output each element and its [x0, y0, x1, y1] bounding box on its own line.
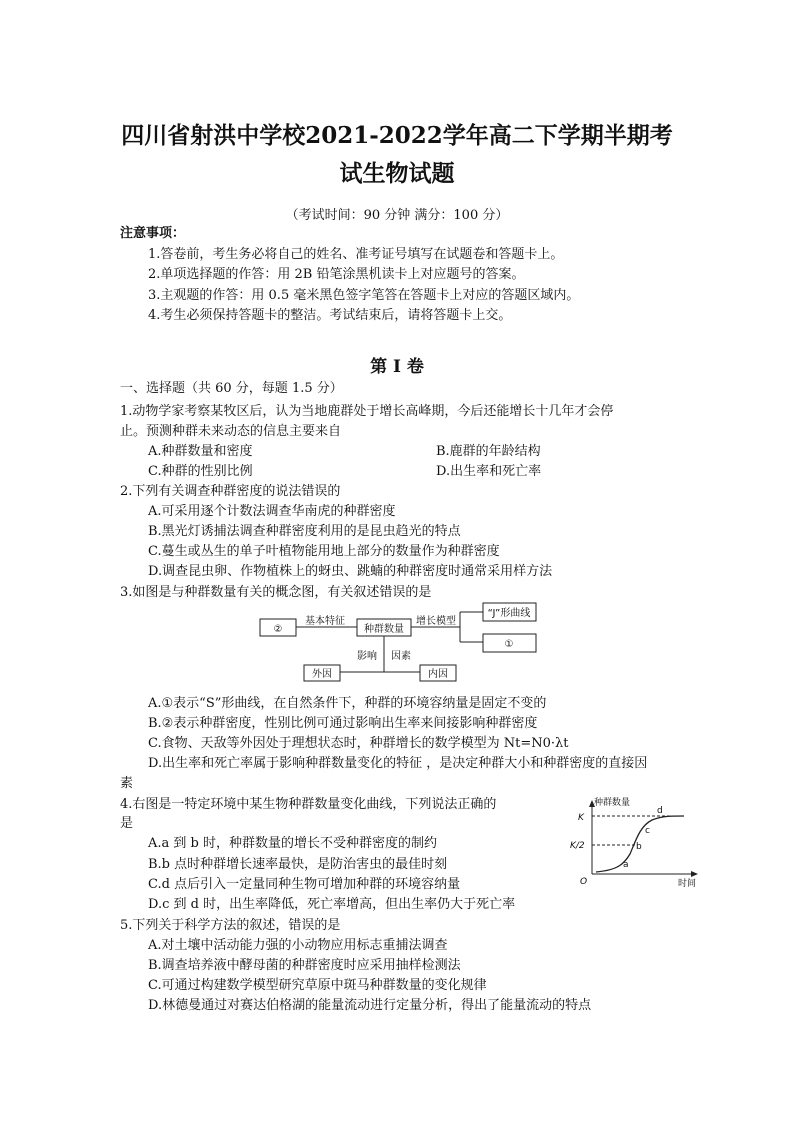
concept-diagram: [250, 600, 550, 690]
q2-option-b: B.黑光灯诱捕法调查种群密度利用的是昆虫趋光的特点: [148, 524, 461, 539]
q4-option-d: D.c 到 d 时，出生率降低，死亡率增高，但出生率仍大于死亡率: [148, 897, 516, 912]
label-j-curve: “J”形曲线: [487, 608, 531, 619]
q1-stem-line2: 止。预测种群未来动态的信息主要来自: [120, 424, 342, 439]
label-density: ②: [273, 624, 283, 635]
label-influence: 影响: [357, 651, 377, 662]
note-item: 2.单项选择题的作答：用 2B 铅笔涂黑机读卡上对应题号的答案。: [148, 267, 525, 282]
q2-option-d: D.调查昆虫卵、作物植株上的蚜虫、跳蝻的种群密度时通常采用样方法: [148, 564, 553, 579]
q5-option-d: D.林德曼通过对赛达伯格湖的能量流动进行定量分析，得出了能量流动的特点: [148, 998, 592, 1013]
page-title: 四川省射洪中学校2021-2022学年高二下学期半期考: [121, 122, 673, 149]
q4-option-a: A.a 到 b 时，种群数量的增长不受种群密度的制约: [148, 836, 437, 851]
q3-option-b: B.②表示种群密度，性别比例可通过影响出生率来间接影响种群密度: [148, 716, 538, 731]
label-growth-model: 增长模型: [416, 616, 456, 627]
q2-stem: 2.下列有关调查种群密度的说法错误的: [120, 484, 341, 499]
x-axis-label: 时间: [678, 879, 697, 889]
label-s-curve: ①: [504, 639, 514, 650]
section-title: 第 I 卷: [370, 357, 424, 377]
notes-heading: 注意事项：: [120, 226, 186, 241]
q1-option-b: B.鹿群的年龄结构: [436, 444, 541, 459]
q4-option-b: B.b 点时种群增长速率最快，是防治害虫的最佳时刻: [148, 857, 448, 872]
q5-stem: 5.下列关于科学方法的叙述，错误的是: [120, 918, 341, 933]
point-c-label: c: [645, 826, 650, 836]
part-heading: 一、选择题（共 60 分，每题 1.5 分）: [120, 381, 343, 396]
q2-option-a: A.可采用逐个计数法调查华南虎的种群密度: [148, 504, 396, 519]
q1-option-d: D.出生率和死亡率: [436, 464, 542, 479]
note-item: 3.主观题的作答：用 0.5 毫米黑色签字笔答在答题卡上对应的答题区域内。: [148, 288, 580, 303]
label-internal: 内因: [428, 669, 448, 680]
q5-option-a: A.对土壤中活动能力强的小动物应用标志重捕法调查: [148, 938, 448, 953]
label-basic-feature: 基本特征: [305, 616, 345, 627]
q3-option-d-cont: 素: [120, 776, 134, 791]
y-axis-label: 种群数量: [594, 798, 631, 808]
origin-label: O: [580, 877, 588, 887]
q3-stem: 3.如图是与种群数量有关的概念图，有关叙述错误的是: [120, 585, 432, 600]
point-b-label: b: [636, 842, 642, 852]
q3-option-d: D.出生率和死亡率属于影响种群数量变化的特征 ，是决定种群大小和种群密度的直接因: [148, 756, 648, 771]
q1-option-c: C.种群的性别比例: [148, 464, 253, 479]
q3-option-c: C.食物、天敌等外因处于理想状态时，种群增长的数学模型为 Nt=N0·λt: [148, 736, 569, 751]
point-d-label: d: [657, 806, 663, 816]
q3-option-a: A.①表示“S”形曲线，在自然条件下，种群的环境容纳量是固定不变的: [148, 696, 547, 711]
q1-stem: 1.动物学家考察某牧区后，认为当地鹿群处于增长高峰期，今后还能增长十几年才会停: [120, 404, 614, 419]
label-factor: 因素: [391, 651, 411, 662]
q4-stem: 4.右图是一特定环境中某生物种群数量变化曲线，下列说法正确的: [120, 797, 497, 812]
note-item: 4.考生必须保持答题卡的整洁。考试结束后，请将答题卡上交。: [148, 308, 512, 323]
q4-option-c: C.d 点后引入一定量同种生物可增加种群的环境容纳量: [148, 877, 461, 892]
k2-label: K/2: [570, 841, 585, 851]
note-item: 1.答卷前，考生务必将自己的姓名、准考证号填写在试题卷和答题卡上。: [148, 247, 564, 262]
page-title-line2: 试生物试题: [339, 160, 455, 187]
q1-option-a: A.种群数量和密度: [148, 444, 253, 459]
q5-option-b: B.调查培养液中酵母菌的种群密度时应采用抽样检测法: [148, 958, 461, 973]
point-a-label: a: [623, 860, 629, 870]
label-population: 种群数量: [364, 624, 404, 635]
q4-stem-line2: 是: [120, 816, 134, 831]
population-curve-graph: [566, 796, 706, 890]
q2-option-c: C.蔓生或丛生的单子叶植物能用地上部分的数量作为种群密度: [148, 544, 500, 559]
exam-info: （考试时间：90 分钟 满分：100 分）: [285, 208, 509, 223]
q5-option-c: C.可通过构建数学模型研究草原中斑马种群数量的变化规律: [148, 978, 487, 993]
label-external: 外因: [312, 669, 332, 680]
k-label: K: [578, 813, 584, 823]
